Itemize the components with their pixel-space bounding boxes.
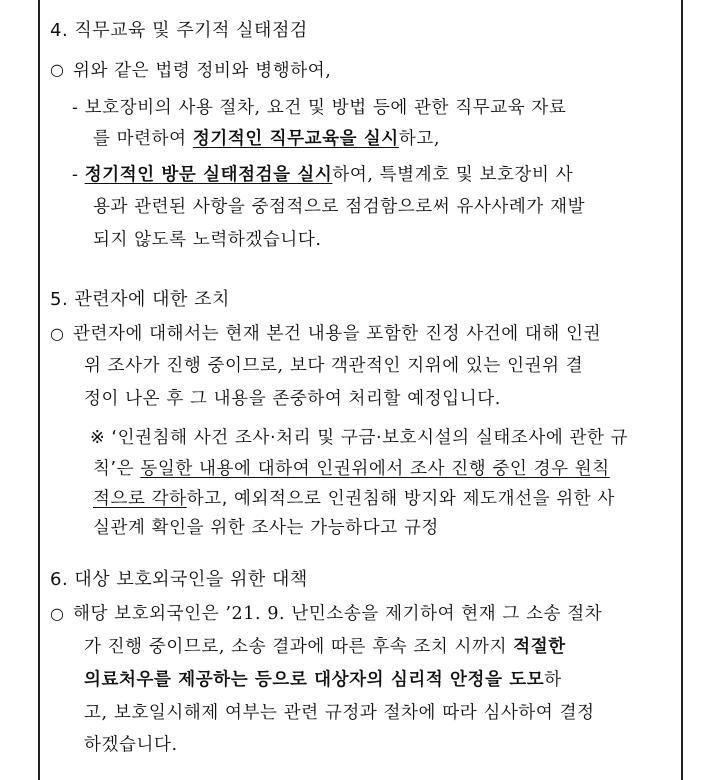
section-6-line-3: 의료처우를 제공하는 등으로 대상자의 심리적 안정을 도모하 <box>84 670 562 690</box>
section-4-bullet: ○ <box>50 60 64 79</box>
section-5-heading: 5. 관련자에 대한 조치 <box>50 289 230 310</box>
section-4-line-2: - 보호장비의 사용 절차, 요건 및 방법 등에 관한 직무교육 자료 <box>72 98 567 118</box>
section-6-bullet: ○ <box>50 604 64 623</box>
section-4-heading: 4. 직무교육 및 주기적 실태점검 <box>50 20 308 41</box>
section-5-line-1: 관련자에 대해서는 현재 본건 내용을 포함한 진정 사건에 대해 인권 <box>73 324 602 344</box>
section-5-bullet: ○ <box>50 324 64 343</box>
section-4-line-6: 되지 않도록 노력하겠습니다. <box>93 230 322 250</box>
section-5-line-2: 위 조사가 진행 중이므로, 보다 객관적인 지위에 있는 인권위 결 <box>84 356 584 376</box>
emphasis-training: 정기적인 직무교육을 실시 <box>192 129 399 149</box>
section-6-line-2: 가 진행 중이므로, 소송 결과에 따른 후속 조치 시까지 적절한 <box>84 637 566 657</box>
section-5-note-line-1: ※ ‘인권침해 사건 조사·처리 및 구금·보호시설의 실태조사에 관한 규 <box>90 428 629 448</box>
emphasis-dismissal-cont: 적으로 각하 <box>93 489 187 509</box>
section-6-line-1: 해당 보호외국인은 ’21. 9. 난민소송을 제기하여 현재 그 소송 절차 <box>73 604 603 624</box>
section-5-note-line-4: 실관계 확인을 위한 조사는 가능하다고 규정 <box>93 518 439 538</box>
section-4-line-3: 를 마련하여 정기적인 직무교육을 실시하고, <box>93 129 440 149</box>
section-6-line-4: 고, 보호일시해제 여부는 관련 규정과 절차에 따라 심사하여 결정 <box>84 703 595 723</box>
emphasis-inspection: 정기적인 방문 실태점검을 실시 <box>84 165 333 185</box>
section-6-heading: 6. 대상 보호외국인을 위한 대책 <box>50 569 308 590</box>
emphasis-medical: 적절한 <box>513 637 566 657</box>
section-4-line-5: 용과 관련된 사항을 중점적으로 점검함으로써 유사사례가 재발 <box>93 197 586 217</box>
emphasis-dismissal: 동일한 내용에 대하여 인권위에서 조사 진행 중인 경우 원칙 <box>140 459 610 479</box>
section-5-line-3: 정이 나온 후 그 내용을 존중하여 처리할 예정입니다. <box>84 389 501 409</box>
section-4-line-4: - 정기적인 방문 실태점검을 실시하여, 특별계호 및 보호장비 사 <box>72 165 574 185</box>
section-6-line-5: 하겠습니다. <box>84 735 178 755</box>
section-5-note-line-2: 칙’은 동일한 내용에 대하여 인권위에서 조사 진행 중인 경우 원칙 <box>93 459 610 479</box>
section-4-line-1: 위와 같은 법령 정비와 병행하여, <box>73 61 332 81</box>
section-5-note-line-3: 적으로 각하하고, 예외적으로 인권침해 방지와 제도개선을 위한 사 <box>93 489 615 509</box>
